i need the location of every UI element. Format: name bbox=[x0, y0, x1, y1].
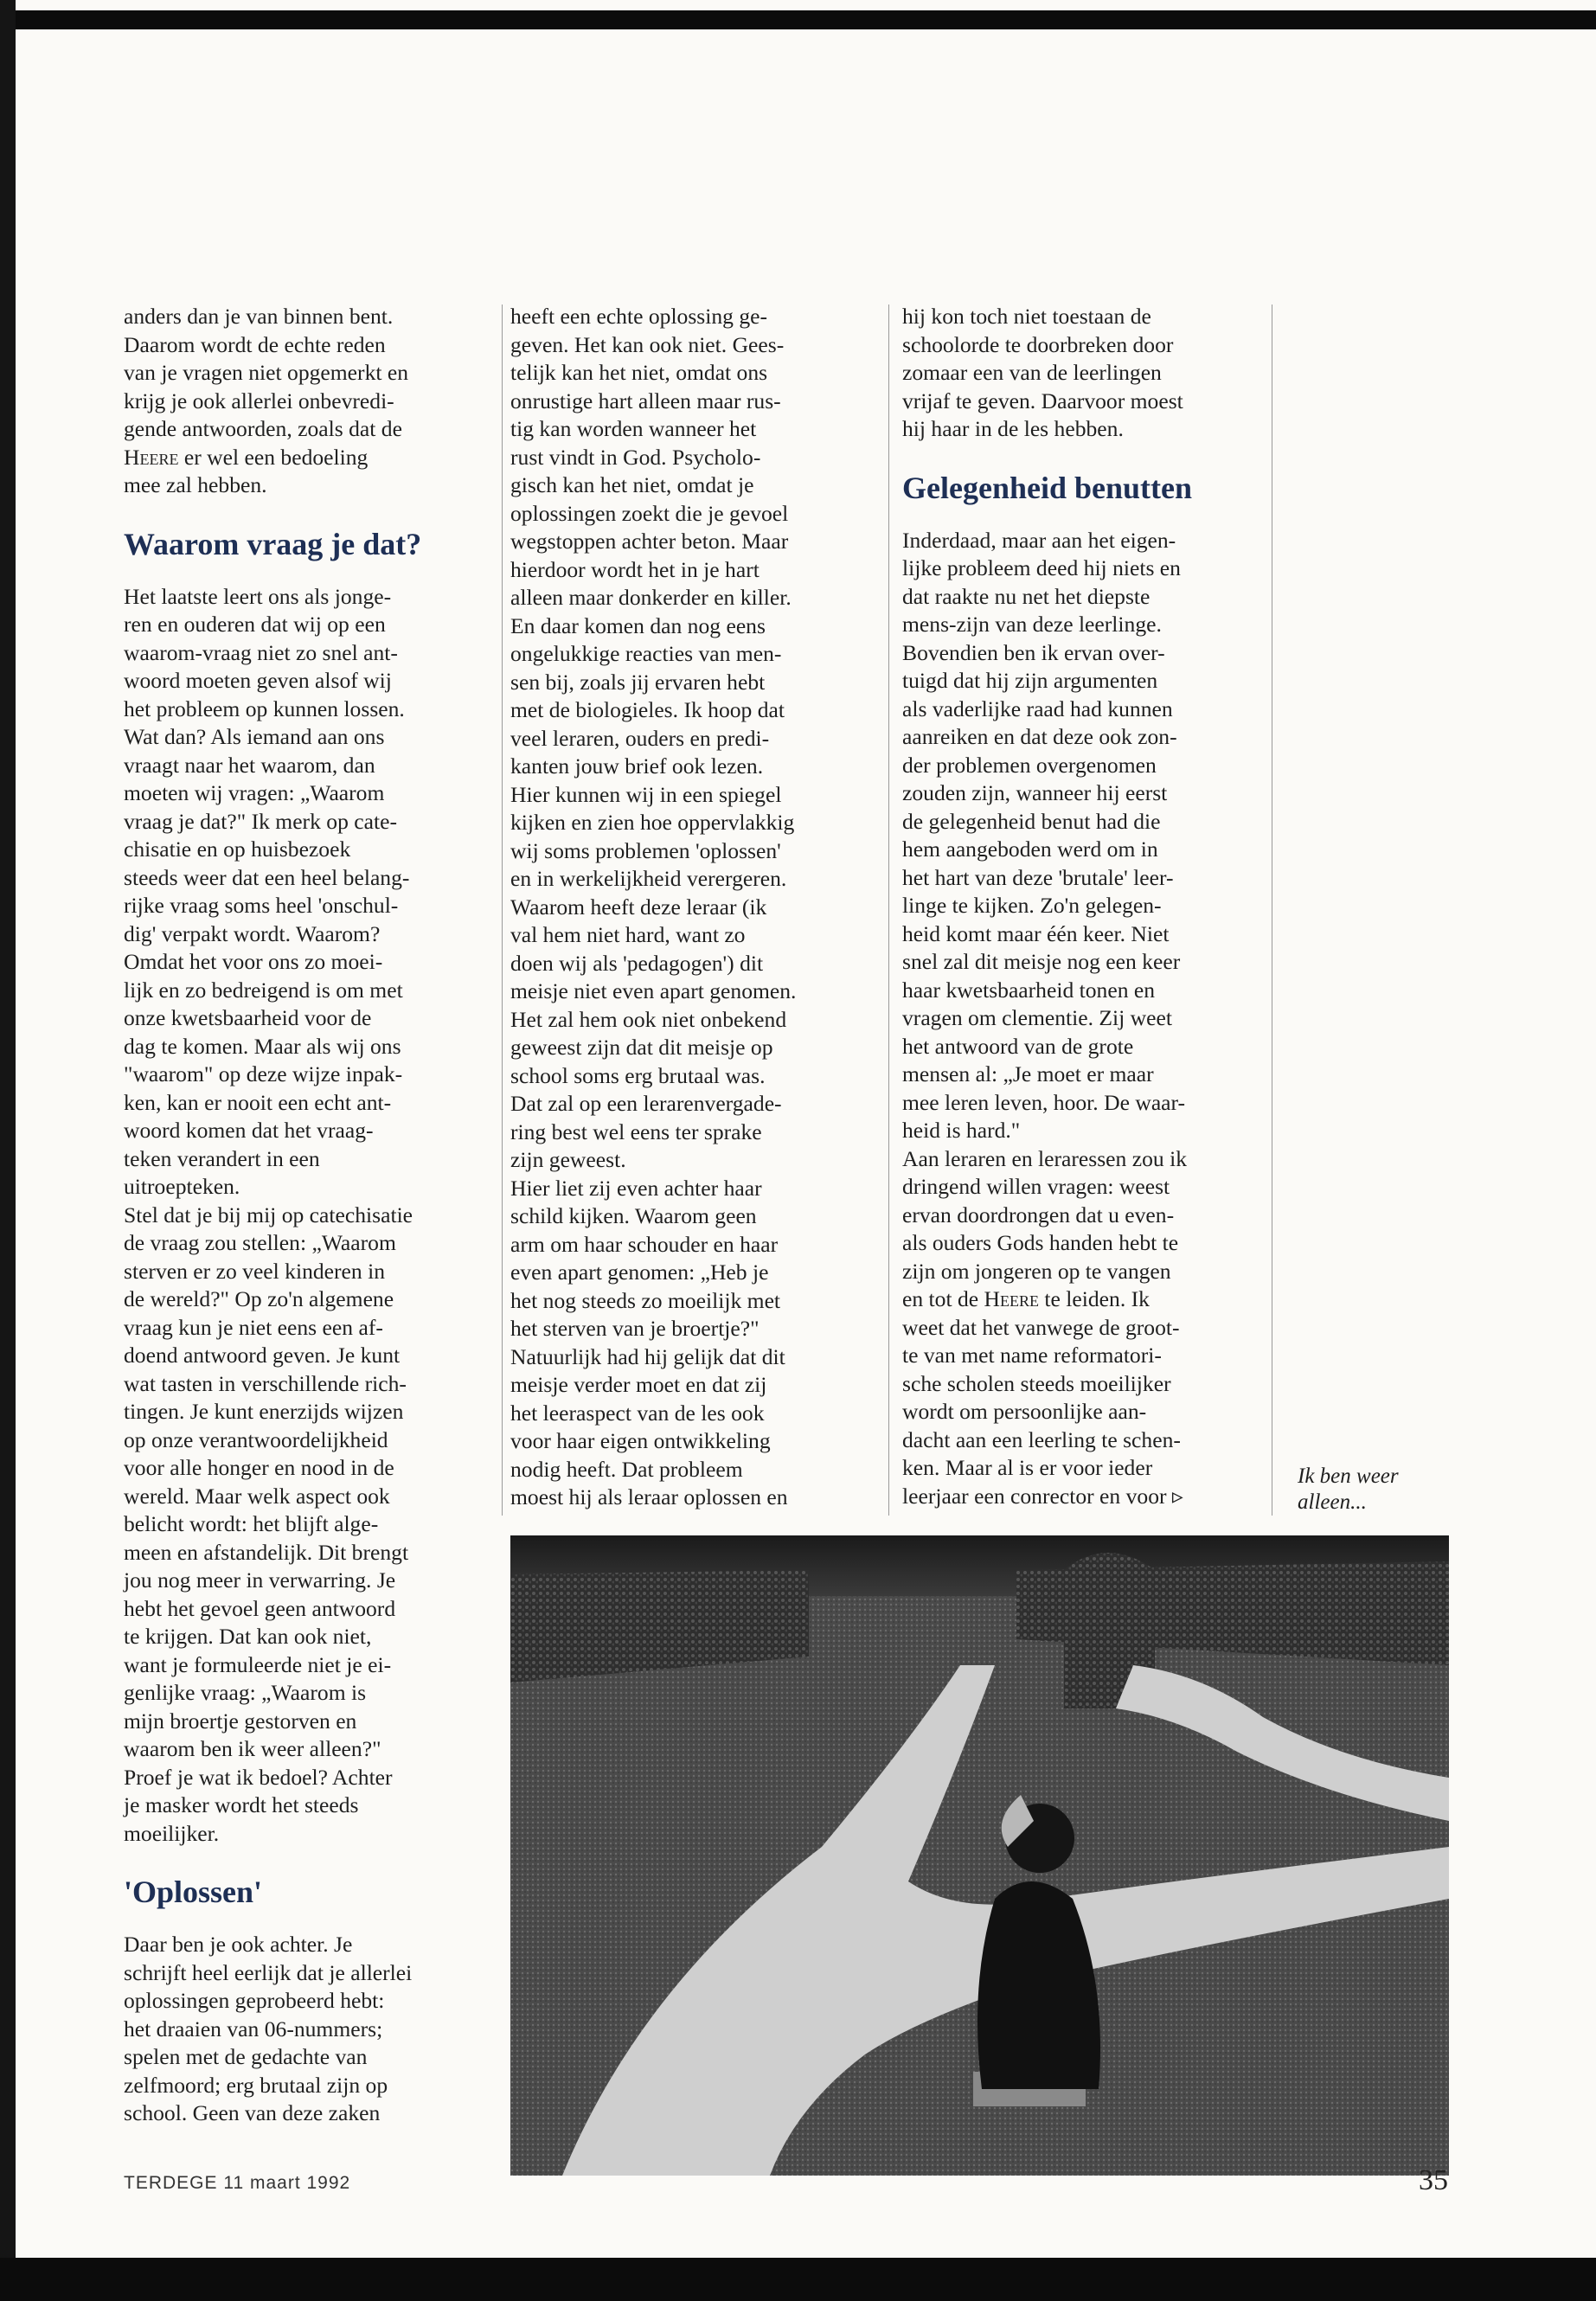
text-line: uitroepteken. bbox=[124, 1174, 240, 1199]
text-line: En daar komen dan nog eens bbox=[510, 612, 766, 638]
text-line: woord moeten geven alsof wij bbox=[124, 668, 392, 693]
column-1-paragraph-1 bbox=[124, 303, 470, 444]
article-column-1 bbox=[124, 303, 470, 2128]
text-line: Natuurlijk had hij gelijk dat dit bbox=[510, 1343, 785, 1369]
text-line: het nog steeds zo moeilijk met bbox=[510, 1287, 781, 1313]
text-line: heeft een echte oplossing ge- bbox=[510, 304, 768, 329]
column-3-paragraph-3 bbox=[902, 1314, 1257, 1511]
text-line: het hart van deze 'brutale' leer- bbox=[902, 864, 1174, 890]
text-line: geven. Het kan ook niet. Gees- bbox=[510, 331, 785, 357]
text-line: veel leraren, ouders en predi- bbox=[510, 725, 770, 751]
text-line: de vraag zou stellen: „Waarom bbox=[124, 1230, 396, 1255]
text-line: anders dan je van binnen bent. bbox=[124, 304, 394, 329]
publication-footer: TERDEGE 11 maart 1992 bbox=[124, 2173, 351, 2193]
column-divider bbox=[888, 304, 889, 1516]
text-line: telijk kan het niet, omdat ons bbox=[510, 360, 768, 385]
text-line: hebt het gevoel geen antwoord bbox=[124, 1595, 396, 1621]
text-line: school soms erg brutaal was. bbox=[510, 1062, 766, 1088]
text-line: mee zal hebben. bbox=[124, 472, 267, 497]
text-line: zijn om jongeren op te vangen bbox=[902, 1258, 1171, 1284]
text-line: het probleem op kunnen lossen. bbox=[124, 695, 405, 721]
text-line: "waarom" op deze wijze inpak- bbox=[124, 1061, 403, 1086]
text-line: gende antwoorden, zoals dat de bbox=[124, 416, 402, 441]
text-line: nodig heeft. Dat probleem bbox=[510, 1456, 743, 1482]
text-line: Bovendien ben ik ervan over- bbox=[902, 639, 1165, 665]
text-line: moest hij als leraar oplossen en bbox=[510, 1484, 788, 1509]
text-line: want je formuleerde niet je ei- bbox=[124, 1651, 392, 1677]
text-line: wij soms problemen 'oplossen' bbox=[510, 837, 781, 863]
text-line: dacht aan een leerling te schen- bbox=[902, 1426, 1181, 1452]
text-line: Daar ben je ook achter. Je bbox=[124, 1932, 353, 1957]
text-line: Hier liet zij even achter haar bbox=[510, 1175, 762, 1201]
text-line: heid is hard." bbox=[902, 1118, 1021, 1143]
text-line: te krijgen. Dat kan ook niet, bbox=[124, 1624, 372, 1649]
text-line: mens-zijn van deze leerlinge. bbox=[902, 612, 1162, 637]
text-line: de wereld?" Op zo'n algemene bbox=[124, 1286, 394, 1311]
text-line: Inderdaad, maar aan het eigen- bbox=[902, 527, 1176, 553]
text-line: lijk en zo bedreigend is om met bbox=[124, 977, 403, 1003]
text-line: doend antwoord geven. Je kunt bbox=[124, 1343, 401, 1368]
text-line: meisje verder moet en dat zij bbox=[510, 1372, 767, 1397]
text-fragment: er wel een bedoeling bbox=[178, 444, 369, 470]
text-line: vrijaf te geven. Daarvoor moest bbox=[902, 388, 1183, 413]
article-column-3 bbox=[902, 303, 1257, 1510]
text-line: en in werkelijkheid verergeren. bbox=[510, 866, 787, 891]
text-line: ongelukkige reacties van men- bbox=[510, 641, 782, 666]
text-line: moeten wij vragen: „Waarom bbox=[124, 780, 385, 805]
text-line: alleen maar donkerder en killer. bbox=[510, 585, 792, 610]
text-line: der problemen overgenomen bbox=[902, 752, 1157, 778]
text-line: je masker wordt het steeds bbox=[124, 1792, 359, 1817]
text-line: Stel dat je bij mij op catechisatie bbox=[124, 1202, 413, 1227]
text-line: hem aangeboden werd om in bbox=[902, 836, 1158, 862]
text-line: onze kwetsbaarheid voor de bbox=[124, 1005, 372, 1030]
section-heading-oplossen: 'Oplossen' bbox=[124, 1875, 263, 1909]
text-line: op onze verantwoordelijkheid bbox=[124, 1426, 388, 1452]
article-column-2 bbox=[510, 303, 856, 1512]
text-line: ervan doordrongen dat u even- bbox=[902, 1202, 1175, 1227]
text-line: zijn geweest. bbox=[510, 1147, 626, 1172]
text-line: vraag kun je niet eens een af- bbox=[124, 1314, 383, 1340]
text-line: gisch kan het niet, omdat je bbox=[510, 472, 754, 497]
text-line: Waarom heeft deze leraar (ik bbox=[510, 894, 767, 920]
text-line: doen wij als 'pedagogen') dit bbox=[510, 950, 764, 976]
heere-small-caps: Heere bbox=[124, 444, 179, 470]
text-line: mensen al: „Je moet er maar bbox=[902, 1061, 1154, 1086]
text-line: sen bij, zoals jij ervaren hebt bbox=[510, 669, 766, 695]
text-line: ren en ouderen dat wij op een bbox=[124, 612, 386, 637]
text-line: belicht wordt: het blijft alge- bbox=[124, 1511, 379, 1536]
text-line: tingen. Je kunt enerzijds wijzen bbox=[124, 1399, 404, 1424]
text-line bbox=[124, 444, 470, 472]
text-line: ring best wel eens ter sprake bbox=[510, 1118, 762, 1144]
text-line: mijn broertje gestorven en bbox=[124, 1708, 357, 1734]
text-line: wegstoppen achter beton. Maar bbox=[510, 529, 789, 554]
text-line: sterven er zo veel kinderen in bbox=[124, 1258, 386, 1284]
scan-top-border bbox=[0, 10, 1596, 29]
column-divider bbox=[502, 304, 503, 1516]
text-line: onrustige hart alleen maar rus- bbox=[510, 388, 781, 413]
text-line: vraag je dat?" Ik merk op cate- bbox=[124, 808, 397, 834]
text-line: weet dat het vanwege de groot- bbox=[902, 1314, 1180, 1340]
text-line: haar kwetsbaarheid tonen en bbox=[902, 977, 1156, 1003]
text-line: vraagt naar het waarom, dan bbox=[124, 752, 375, 778]
photo-caption: Ik ben weer alleen... bbox=[1298, 1465, 1399, 1514]
text-line: ken, kan er nooit een echt ant- bbox=[124, 1089, 392, 1115]
text-line: dat raakte nu net het diepste bbox=[902, 583, 1151, 609]
text-line: school. Geen van deze zaken bbox=[124, 2100, 381, 2125]
page-number: 35 bbox=[1419, 2164, 1448, 2196]
text-line: het sterven van je broertje?" bbox=[510, 1316, 760, 1341]
text-line: chisatie en op huisbezoek bbox=[124, 836, 351, 862]
text-line: sche scholen steeds moeilijker bbox=[902, 1370, 1171, 1396]
text-line: zouden zijn, wanneer hij eerst bbox=[902, 780, 1168, 805]
text-line: steeds weer dat een heel belang- bbox=[124, 864, 410, 890]
text-line: meen en afstandelijk. Dit brengt bbox=[124, 1539, 409, 1565]
text-line: hij haar in de les hebben. bbox=[902, 416, 1124, 441]
text-line: wat tasten in verschillende rich- bbox=[124, 1370, 407, 1396]
text-line: hierdoor wordt het in je hart bbox=[510, 556, 760, 582]
text-line: te van met name reformatori- bbox=[902, 1343, 1162, 1368]
text-line: Aan leraren en leraressen zou ik bbox=[902, 1145, 1187, 1171]
photo-garden-illustration bbox=[510, 1535, 1449, 2176]
text-line: Daarom wordt de echte reden bbox=[124, 331, 386, 357]
text-line: leerjaar een conrector en voor ▹ bbox=[902, 1483, 1183, 1509]
text-line: rust vindt in God. Psycholo- bbox=[510, 444, 761, 470]
text-line: het leeraspect van de les ook bbox=[510, 1400, 765, 1426]
text-line: tig kan worden wanneer het bbox=[510, 416, 757, 441]
text-line: vragen om clementie. Zij weet bbox=[902, 1005, 1172, 1030]
text-line: dringend willen vragen: weest bbox=[902, 1174, 1170, 1199]
text-line: genlijke vraag: „Waarom is bbox=[124, 1680, 367, 1705]
heere-small-caps: Heere bbox=[984, 1286, 1040, 1311]
column-3-paragraph-2 bbox=[902, 527, 1257, 1286]
column-3-paragraph-1 bbox=[902, 303, 1257, 444]
text-line: Het zal hem ook niet onbekend bbox=[510, 1006, 787, 1032]
text-line: geweest zijn dat dit meisje op bbox=[510, 1035, 773, 1060]
text-line: voor haar eigen ontwikkeling bbox=[510, 1428, 771, 1453]
text-line: krijg je ook allerlei onbevredi- bbox=[124, 388, 394, 413]
text-line: Proef je wat ik bedoel? Achter bbox=[124, 1764, 393, 1790]
text-line: waarom ben ik weer alleen?" bbox=[124, 1736, 381, 1761]
text-line: aanreiken en dat deze ook zon- bbox=[902, 724, 1177, 749]
text-line: lijke probleem deed hij niets en bbox=[902, 555, 1181, 580]
text-fragment: te leiden. Ik bbox=[1039, 1286, 1150, 1311]
text-line: Het laatste leert ons als jonge- bbox=[124, 583, 392, 609]
text-line: het antwoord van de grote bbox=[902, 1033, 1134, 1059]
text-line bbox=[902, 1285, 1257, 1314]
text-line: Dat zal op een lerarenvergade- bbox=[510, 1091, 782, 1116]
column-1-paragraph-3 bbox=[124, 1931, 470, 2128]
text-line: linge te kijken. Zo'n gelegen- bbox=[902, 893, 1162, 918]
text-line: met de biologieles. Ik hoop dat bbox=[510, 697, 785, 722]
text-line: kanten jouw brief ook lezen. bbox=[510, 753, 764, 779]
text-fragment: en tot de bbox=[902, 1286, 984, 1311]
column-1-paragraph-2 bbox=[124, 583, 470, 1849]
text-line: mee leren leven, hoor. De waar- bbox=[902, 1089, 1186, 1115]
text-line: moeilijker. bbox=[124, 1820, 220, 1846]
text-line: zelfmoord; erg brutaal zijn op bbox=[124, 2072, 388, 2098]
text-line: arm om haar schouder en haar bbox=[510, 1231, 779, 1257]
text-line: van je vragen niet opgemerkt en bbox=[124, 360, 409, 385]
column-2-text bbox=[510, 303, 856, 1512]
section-heading-gelegenheid: Gelegenheid benutten bbox=[902, 470, 1193, 505]
text-line: dig' verpakt wordt. Waarom? bbox=[124, 920, 381, 946]
text-line: wordt om persoonlijke aan- bbox=[902, 1399, 1147, 1424]
text-line: het draaien van 06-nummers; bbox=[124, 2016, 383, 2041]
text-line: als vaderlijke raad had kunnen bbox=[902, 695, 1173, 721]
text-line: zomaar een van de leerlingen bbox=[902, 360, 1162, 385]
article-photo bbox=[510, 1535, 1449, 2176]
text-line: jou nog meer in verwarring. Je bbox=[124, 1567, 396, 1593]
scan-left-border bbox=[0, 0, 16, 2301]
text-line: woord komen dat het vraag- bbox=[124, 1118, 374, 1143]
text-line: ken. Maar al is er voor ieder bbox=[902, 1455, 1153, 1480]
text-line: tuigd dat hij zijn argumenten bbox=[902, 668, 1158, 693]
text-line: schoolorde te doorbreken door bbox=[902, 331, 1174, 357]
text-line: oplossingen geprobeerd hebt: bbox=[124, 1988, 385, 2013]
text-line: dag te komen. Maar als wij ons bbox=[124, 1033, 401, 1059]
text-line: Omdat het voor ons zo moei- bbox=[124, 949, 383, 974]
text-line: kijken en zien hoe oppervlakkig bbox=[510, 810, 795, 835]
text-line: hij kon toch niet toestaan de bbox=[902, 304, 1151, 329]
text-line: snel zal dit meisje nog een keer bbox=[902, 949, 1181, 974]
text-line: meisje niet even apart genomen. bbox=[510, 978, 797, 1003]
text-line: val hem niet hard, want zo bbox=[510, 922, 746, 947]
section-heading-waarom: Waarom vraag je dat? bbox=[124, 526, 422, 561]
text-line: Hier kunnen wij in een spiegel bbox=[510, 781, 782, 807]
scan-bottom-border bbox=[0, 2258, 1596, 2301]
text-line: rijke vraag soms heel 'onschul- bbox=[124, 893, 399, 918]
text-line: Wat dan? Als iemand aan ons bbox=[124, 724, 385, 749]
text-line: waarom-vraag niet zo snel ant- bbox=[124, 639, 398, 665]
text-line: spelen met de gedachte van bbox=[124, 2044, 368, 2069]
text-line: schrijft heel eerlijk dat je allerlei bbox=[124, 1959, 413, 1985]
text-line: wereld. Maar welk aspect ook bbox=[124, 1483, 390, 1509]
text-line: als ouders Gods handen hebt te bbox=[902, 1230, 1179, 1255]
text-line: heid komt maar één keer. Niet bbox=[902, 920, 1170, 946]
text-line: teken verandert in een bbox=[124, 1145, 320, 1171]
text-line: oplossingen zoekt die je gevoel bbox=[510, 500, 789, 526]
text-line: even apart genomen: „Heb je bbox=[510, 1259, 769, 1285]
text-line: voor alle honger en nood in de bbox=[124, 1455, 394, 1480]
text-line: schild kijken. Waarom geen bbox=[510, 1203, 757, 1228]
text-line: de gelegenheid benut had die bbox=[902, 808, 1161, 834]
